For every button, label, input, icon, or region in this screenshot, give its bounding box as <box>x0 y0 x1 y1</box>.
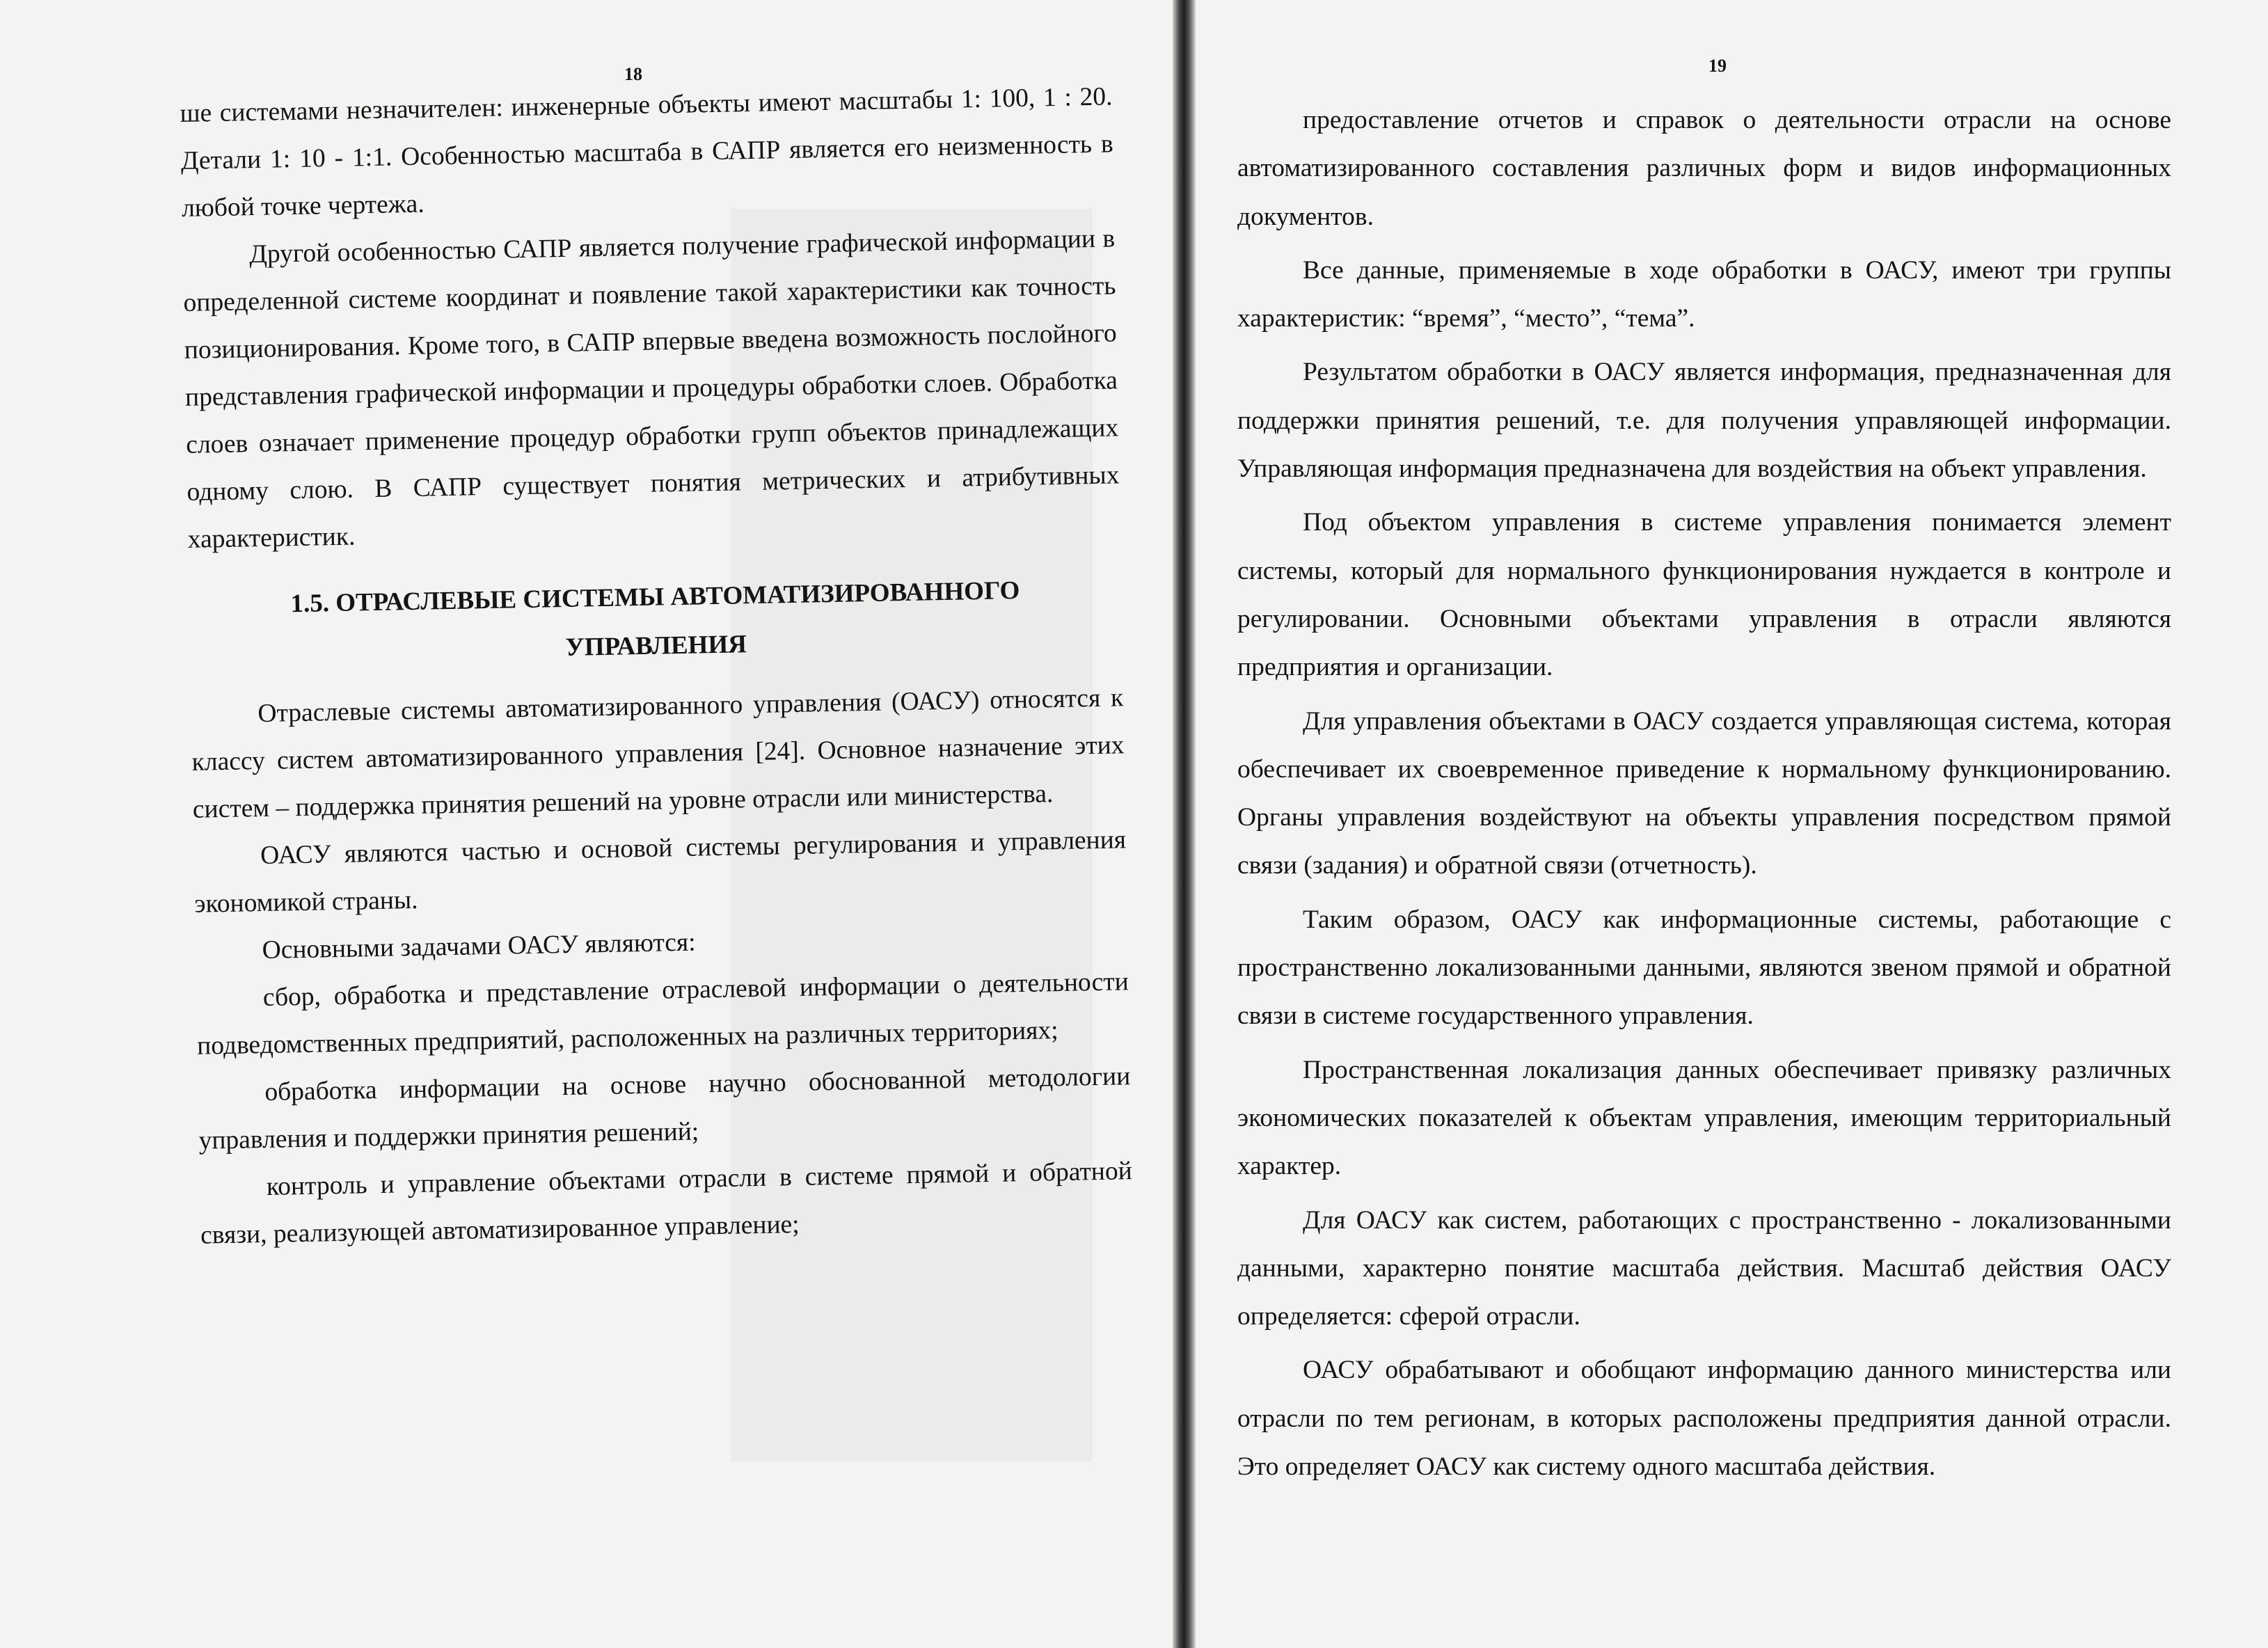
paragraph: предоставление отчетов и справок о деятельности отрасли на основе автоматизированного составления различных форм и видов информационных документов. <box>1237 106 2171 231</box>
paragraph: ОАСУ обрабатывают и обобщают информацию данного министерства или отрасли по тем регионам, в которых расположены предприятия данной отрасли. Это определяет ОАСУ как систему одного масштаба действия. <box>1237 1356 2171 1482</box>
paragraph: Отраслевые системы автоматизированного управления (ОАСУ) относятся к классу систем автоматизированного управления [24]. Основное назначение этих систем – поддержка принятия решений на уровне отрасли или министерства. <box>191 683 1125 824</box>
paragraph: Все данные, применяемые в ходе обработки в ОАСУ, имеют три группы характеристик: “время”, “место”, “тема”. <box>1237 255 2171 333</box>
book-gutter <box>1173 0 1196 1648</box>
left-page-text <box>180 73 1134 1259</box>
page-number-right: 19 <box>1708 56 1727 76</box>
paragraph: Для ОАСУ как систем, работающих с пространственно - локализованными данными, характерно понятие масштаба действия. Масштаб действия ОАСУ определяется: сферой отрасли. <box>1237 1205 2171 1331</box>
paragraph: Для управления объектами в ОАСУ создается управляющая система, которая обеспечивает их своевременное приведение к нормальному функционированию. Органы управления воздействуют на объекты управления посредством прямой связи (задания) и обратной связи (отчетность). <box>1237 706 2171 880</box>
page-number-left: 18 <box>624 64 642 84</box>
paragraph: ОАСУ являются частью и основой системы регулирования и управления экономикой страны. <box>194 825 1127 919</box>
section-heading-line-1: 1.5. ОТРАСЛЕВЫЕ СИСТЕМЫ АВТОМАТИЗИРОВАННОГО <box>290 576 1020 619</box>
list-item: сбор, обработка и представление отраслевой информации о деятельности подведомственных предприятий, расположенных на различных территориях; <box>196 967 1129 1061</box>
paragraph: Результатом обработки в ОАСУ является информация, предназначенная для поддержки принятия решений, т.е. для получения управляющей информации. Управляющая информация предназначена для воздействия на объект управления. <box>1237 358 2171 484</box>
right-page <box>1196 0 2268 1648</box>
section-heading-line-2: УПРАВЛЕНИЯ <box>565 630 747 662</box>
paragraph: Основными задачами ОАСУ являются: <box>262 928 696 965</box>
paragraph: Под объектом управления в системе управления понимается элемент системы, который для нормального функционирования нуждается в контроле и регулировании. Основными объектами управления в отрасли являются предприятия и организации. <box>1237 508 2171 682</box>
section-heading <box>189 564 1123 679</box>
paragraph: Пространственная локализация данных обеспечивает привязку различных экономических показателей к объектам управления, имеющим территориальный характер. <box>1237 1055 2171 1181</box>
paragraph: Таким образом, ОАСУ как информационные системы, работающие с пространственно локализованными данными, являются звеном прямой и обратной связи в системе государственного управления. <box>1237 905 2171 1031</box>
right-page-text <box>1237 96 2171 1491</box>
paragraph: Другой особенностью САПР является получение графической информации в определенной системе координат и появление такой характеристики как точность позиционирования. Кроме того, в САПР впервые введена возможность послойного представления графической информации и процедуры обработки слоев. Обработка слоев означает применение процедур обработки групп объектов принадлежащих одному слою. В САПР существует понятия метрических и атрибутивных характеристик. <box>183 224 1120 554</box>
list-item: контроль и управление объектами отрасли в системе прямой и обратной связи, реализующей автоматизированное управление; <box>200 1157 1133 1250</box>
paragraph: ше системами незначителен: инженерные объекты имеют масштабы 1: 100, 1 : 20. Детали 1: 10 - 1:1. Особенностью масштаба в САПР является его неизменность в любой точке чертежа. <box>180 82 1114 223</box>
list-item: обработка информации на основе научно обоснованной методологии управления и поддержки принятия решений; <box>198 1062 1131 1155</box>
